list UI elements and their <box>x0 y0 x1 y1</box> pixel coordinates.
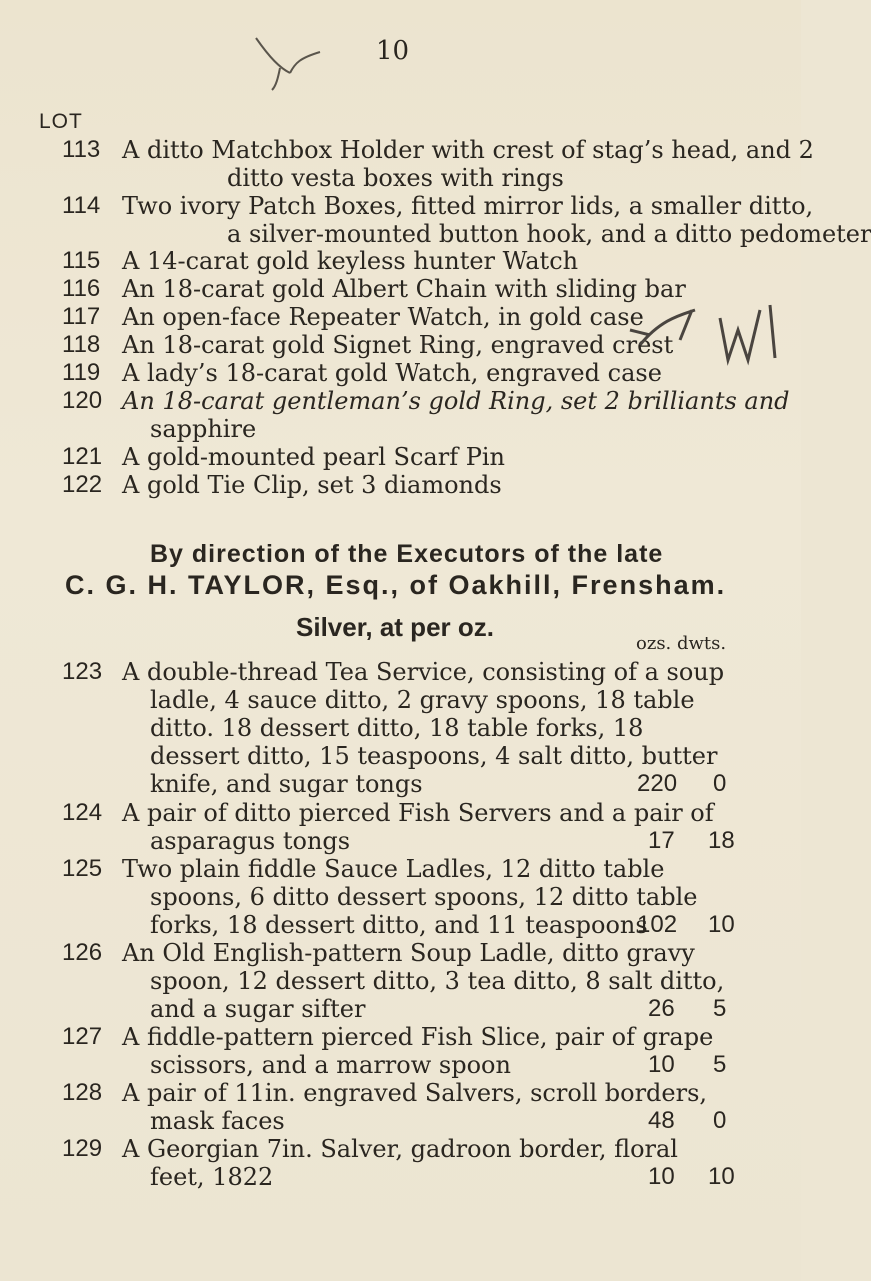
lot-description-line: knife, and sugar tongs <box>150 770 423 798</box>
lot-description-line: spoon, 12 dessert ditto, 3 tea ditto, 8 salt ditto, <box>150 967 725 995</box>
lot-description-line: A 14-carat gold keyless hunter Watch <box>122 247 579 275</box>
lot-number: 129 <box>62 1135 103 1162</box>
lot-description-line: A lady’s 18-carat gold Watch, engraved case <box>122 359 662 387</box>
lot-column-label: LOT <box>39 110 83 133</box>
weight-column-header: ozs. dwts. <box>636 633 727 654</box>
lot-description-line: A pair of 11in. engraved Salvers, scroll borders, <box>122 1079 708 1107</box>
lot-description-line: An 18-carat gold Signet Ring, engraved crest <box>122 331 674 359</box>
lot-number: 124 <box>62 799 103 826</box>
weight-dwts: 5 <box>713 995 727 1022</box>
lot-number: 116 <box>62 275 101 302</box>
lot-number: 128 <box>62 1079 103 1106</box>
executors-line: By direction of the Executors of the late <box>150 540 664 568</box>
lot-number: 126 <box>62 939 103 966</box>
lot-description-line: ladle, 4 sauce ditto, 2 gravy spoons, 18 table <box>150 686 695 714</box>
lot-number: 127 <box>62 1023 103 1050</box>
lot-description-line: A Georgian 7in. Salver, gadroon border, floral <box>122 1135 678 1163</box>
pencil-mark-top <box>250 28 330 93</box>
lot-description-line: A double-thread Tea Service, consisting of a soup <box>122 658 725 686</box>
lot-number: 115 <box>62 247 101 274</box>
lot-number: 120 <box>62 387 103 414</box>
lot-number: 123 <box>62 658 103 685</box>
lot-description-line: A fiddle-pattern pierced Fish Slice, pair of grape <box>122 1023 714 1051</box>
lot-description-line: A ditto Matchbox Holder with crest of stag’s head, and 2 <box>122 136 814 164</box>
pencil-mark-right <box>620 290 790 370</box>
lot-description-line: forks, 18 dessert ditto, and 11 teaspoons <box>150 911 648 939</box>
weight-dwts: 10 <box>708 911 735 938</box>
lot-number: 125 <box>62 855 103 882</box>
lot-number: 113 <box>62 136 101 163</box>
lot-description-line: a silver-mounted button hook, and a ditto pedometer <box>227 220 871 248</box>
lot-description-line: An 18-carat gentleman’s gold Ring, set 2 brilliants and <box>122 387 790 415</box>
lot-description-line: spoons, 6 ditto dessert spoons, 12 ditto table <box>150 883 698 911</box>
lot-description-line: sapphire <box>150 415 257 443</box>
lot-description-line: scissors, and a marrow spoon <box>150 1051 511 1079</box>
lot-number: 122 <box>62 471 103 498</box>
weight-ozs: 17 <box>648 827 675 854</box>
lot-description-line: feet, 1822 <box>150 1163 274 1191</box>
lot-description-line: asparagus tongs <box>150 827 351 855</box>
weight-ozs: 10 <box>648 1051 675 1078</box>
weight-dwts: 18 <box>708 827 735 854</box>
weight-dwts: 0 <box>713 1107 727 1134</box>
weight-dwts: 10 <box>708 1163 735 1190</box>
weight-ozs: 102 <box>637 911 678 938</box>
lot-number: 117 <box>62 303 101 330</box>
weight-dwts: 0 <box>713 770 727 797</box>
lot-description-line: A pair of ditto pierced Fish Servers and a pair of <box>122 799 714 827</box>
lot-description-line: ditto. 18 dessert ditto, 18 table forks, 18 <box>150 714 644 742</box>
weight-ozs: 48 <box>648 1107 675 1134</box>
lot-number: 114 <box>62 192 101 219</box>
executors-name-line: C. G. H. TAYLOR, Esq., of Oakhill, Frensham. <box>65 570 727 600</box>
lot-number: 119 <box>62 359 101 386</box>
section-heading: Silver, at per oz. <box>296 612 494 642</box>
weight-ozs: 10 <box>648 1163 675 1190</box>
lot-description-line: mask faces <box>150 1107 285 1135</box>
lot-description-line: ditto vesta boxes with rings <box>227 164 564 192</box>
lot-description-line: A gold Tie Clip, set 3 diamonds <box>122 471 502 499</box>
weight-ozs: 220 <box>637 770 678 797</box>
lot-number: 121 <box>62 443 103 470</box>
lot-description-line: dessert ditto, 15 teaspoons, 4 salt ditto, butter <box>150 742 718 770</box>
weight-ozs: 26 <box>648 995 675 1022</box>
lot-description-line: and a sugar sifter <box>150 995 366 1023</box>
lot-description-line: An 18-carat gold Albert Chain with sliding bar <box>122 275 686 303</box>
lot-description-line: An Old English-pattern Soup Ladle, ditto gravy <box>122 939 695 967</box>
lot-description-line: An open-face Repeater Watch, in gold case <box>122 303 644 331</box>
lot-description-line: Two plain fiddle Sauce Ladles, 12 ditto table <box>122 855 665 883</box>
page-number: 10 <box>376 36 410 66</box>
lot-description-line: A gold-mounted pearl Scarf Pin <box>122 443 505 471</box>
lot-number: 118 <box>62 331 101 358</box>
weight-dwts: 5 <box>713 1051 727 1078</box>
lot-description-line: Two ivory Patch Boxes, fitted mirror lids, a smaller ditto, <box>122 192 814 220</box>
